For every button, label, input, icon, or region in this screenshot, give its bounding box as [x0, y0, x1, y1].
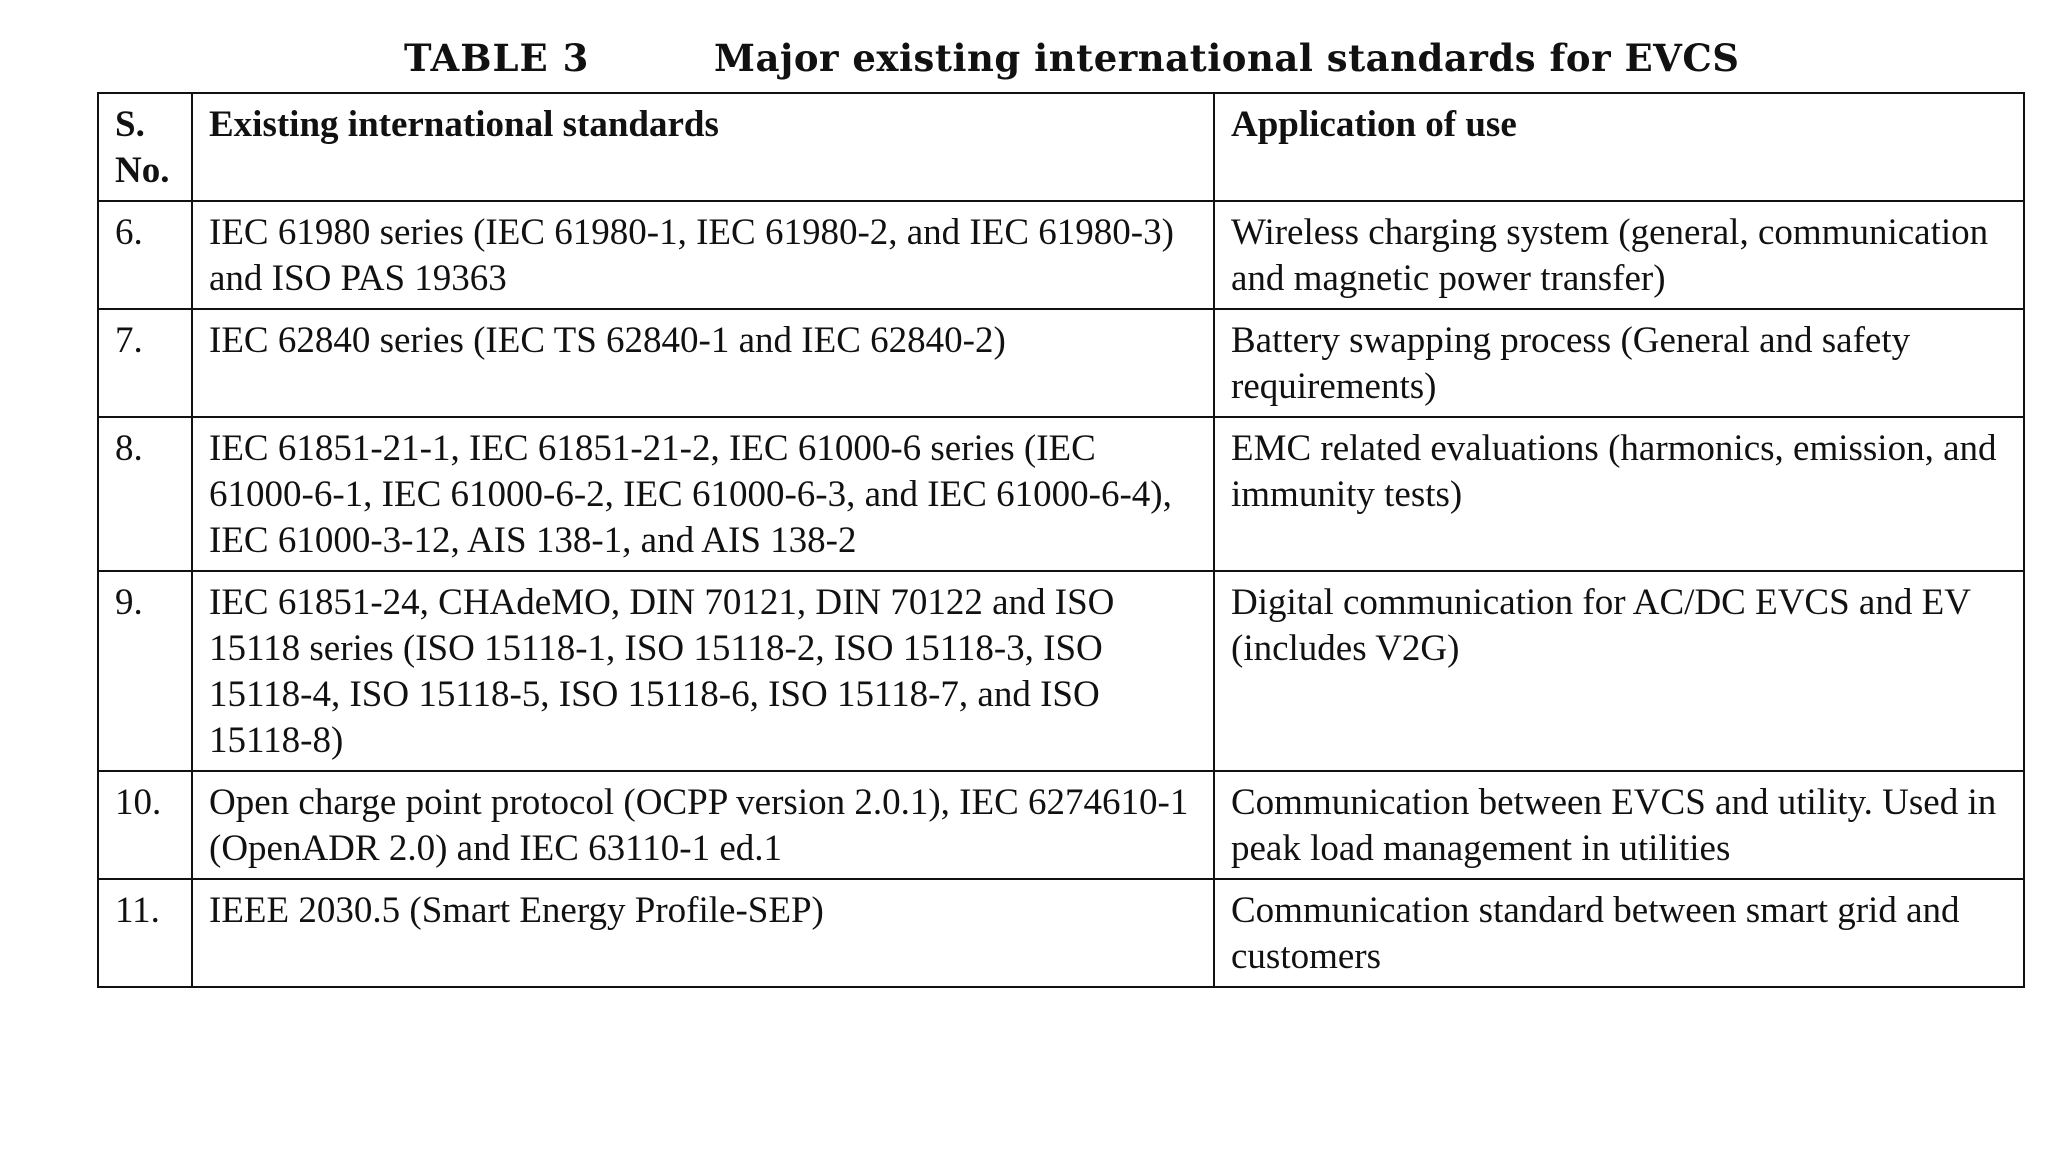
table-row	[98, 771, 2024, 879]
serial-number-cell: 9.	[98, 571, 192, 771]
table-row	[98, 571, 2024, 771]
serial-number-cell: 8.	[98, 417, 192, 571]
table-title: Major existing international standards for EVCS	[714, 36, 1740, 80]
serial-number-cell: 6.	[98, 201, 192, 309]
standards-cell: IEC 61851-21-1, IEC 61851-21-2, IEC 61000-6 series (IEC 61000-6-1, IEC 61000-6-2, IEC 61000-6-3, and IEC 61000-6-4), IEC 61000-3-12, AIS 138-1, and AIS 138-2	[192, 417, 1214, 571]
serial-number-cell: 10.	[98, 771, 192, 879]
standards-table	[97, 92, 2025, 988]
table-row	[98, 417, 2024, 571]
table-number: TABLE 3	[404, 36, 590, 80]
application-cell: Communication between EVCS and utility. Used in peak load management in utilities	[1214, 771, 2024, 879]
table-row	[98, 201, 2024, 309]
standards-cell: Open charge point protocol (OCPP version 2.0.1), IEC 6274610-1 (OpenADR 2.0) and IEC 63110-1 ed.1	[192, 771, 1214, 879]
serial-number-cell: 11.	[98, 879, 192, 987]
application-cell: Wireless charging system (general, communication and magnetic power transfer)	[1214, 201, 2024, 309]
header-existing-standards: Existing international standards	[192, 93, 1214, 201]
table-header-row	[98, 93, 2024, 201]
standards-cell: IEC 61851-24, CHAdeMO, DIN 70121, DIN 70122 and ISO 15118 series (ISO 15118-1, ISO 15118-2, ISO 15118-3, ISO 15118-4, ISO 15118-5, ISO 15118-6, ISO 15118-7, and ISO 15118-8)	[192, 571, 1214, 771]
application-cell: Battery swapping process (General and safety requirements)	[1214, 309, 2024, 417]
header-serial-number: S. No.	[98, 93, 192, 201]
application-cell: Communication standard between smart grid and customers	[1214, 879, 2024, 987]
standards-cell: IEC 62840 series (IEC TS 62840-1 and IEC 62840-2)	[192, 309, 1214, 417]
header-application-of-use: Application of use	[1214, 93, 2024, 201]
serial-number-cell: 7.	[98, 309, 192, 417]
table-row	[98, 879, 2024, 987]
application-cell: EMC related evaluations (harmonics, emission, and immunity tests)	[1214, 417, 2024, 571]
table-caption	[0, 36, 2048, 86]
standards-cell: IEC 61980 series (IEC 61980-1, IEC 61980-2, and IEC 61980-3) and ISO PAS 19363	[192, 201, 1214, 309]
application-cell: Digital communication for AC/DC EVCS and EV (includes V2G)	[1214, 571, 2024, 771]
table-row	[98, 309, 2024, 417]
standards-cell: IEEE 2030.5 (Smart Energy Profile-SEP)	[192, 879, 1214, 987]
